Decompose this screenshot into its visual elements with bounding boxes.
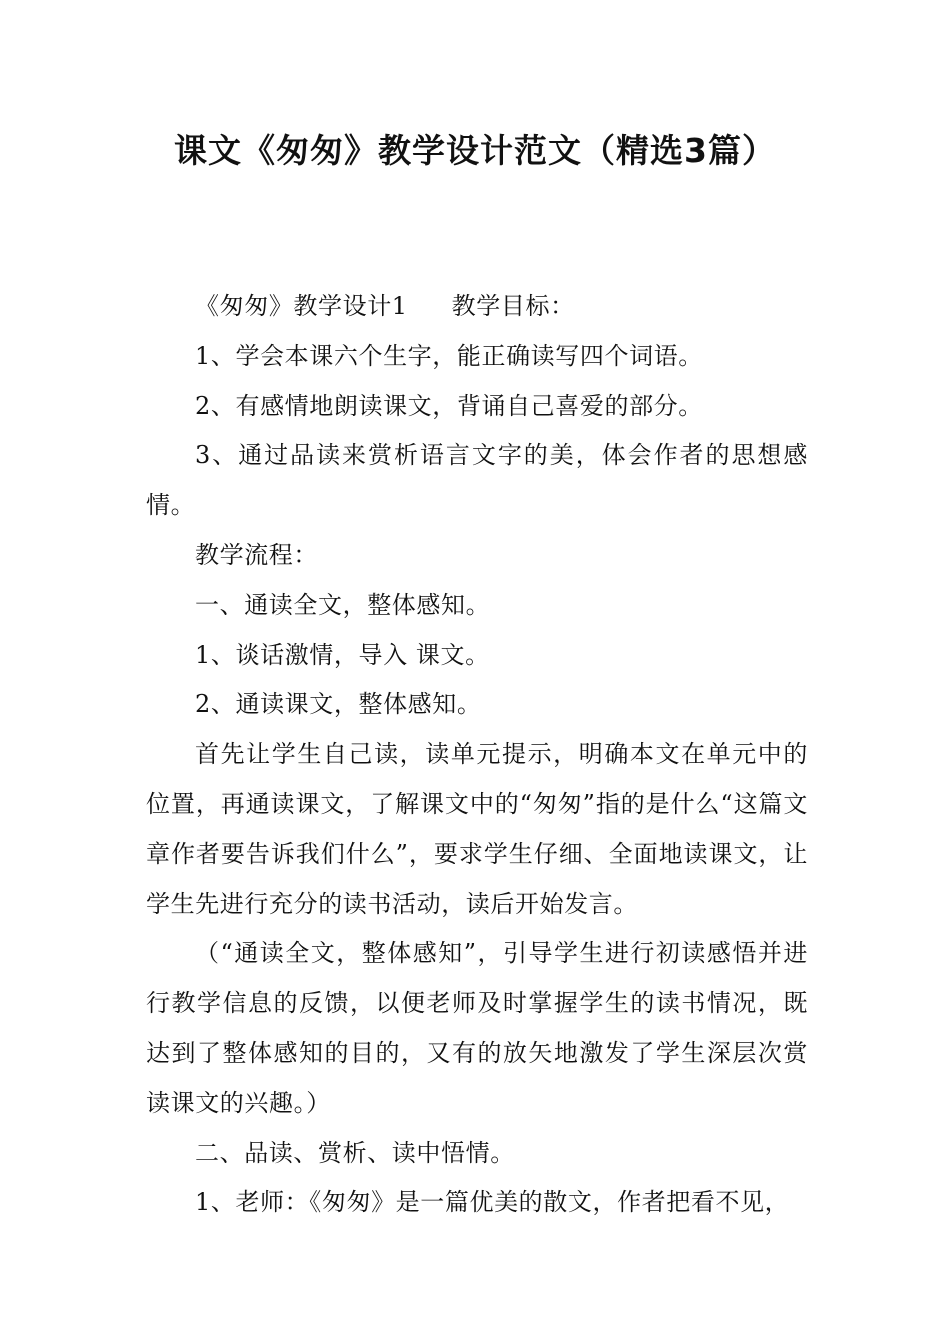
design-heading: 《匆匆》教学设计1 <box>195 292 408 320</box>
step-2: 2、通读课文，整体感知。 <box>195 690 482 719</box>
section-one-heading: 一、通读全文，整体感知。 <box>195 590 491 619</box>
teacher-intro-paragraph: 1、老师：《匆匆》是一篇优美的散文，作者把看不见， <box>195 1188 790 1217</box>
heading-line <box>146 282 808 332</box>
reading-commentary-paragraph: （“通读全文，整体感知”，引导学生进行初读感悟并进行教学信息的反馈，以便老师及时掌握学生的读书情况，既达到了整体感知的目的，又有的放矢地激发了学生深层次赏读课文的兴趣。） <box>146 939 808 1117</box>
objective-1: 1、学会本课六个生字，能正确读写四个词语。 <box>195 341 703 370</box>
reading-instructions-paragraph: 首先让学生自己读，读单元提示，明确本文在单元中的位置，再通读课文，了解课文中的“匆匆”指的是什么“这篇文章作者要告诉我们什么”，要求学生仔细、全面地读课文，让学生先进行充分的读书活动，读后开始发言。 <box>146 740 808 918</box>
step-1: 1、谈话激情，导入 课文。 <box>195 640 490 669</box>
process-heading: 教学流程： <box>195 540 318 569</box>
section-two-heading: 二、品读、赏析、读中悟情。 <box>195 1138 515 1167</box>
objective-2: 2、有感情地朗读课文，背诵自己喜爱的部分。 <box>195 391 703 420</box>
document-title: 课文《匆匆》教学设计范文（精选3篇） <box>174 131 776 170</box>
objectives-heading: 教学目标： <box>451 292 575 320</box>
objective-3: 3、通过品读来赏析语言文字的美，体会作者的思想感情。 <box>146 441 808 520</box>
document-body <box>146 282 808 1228</box>
